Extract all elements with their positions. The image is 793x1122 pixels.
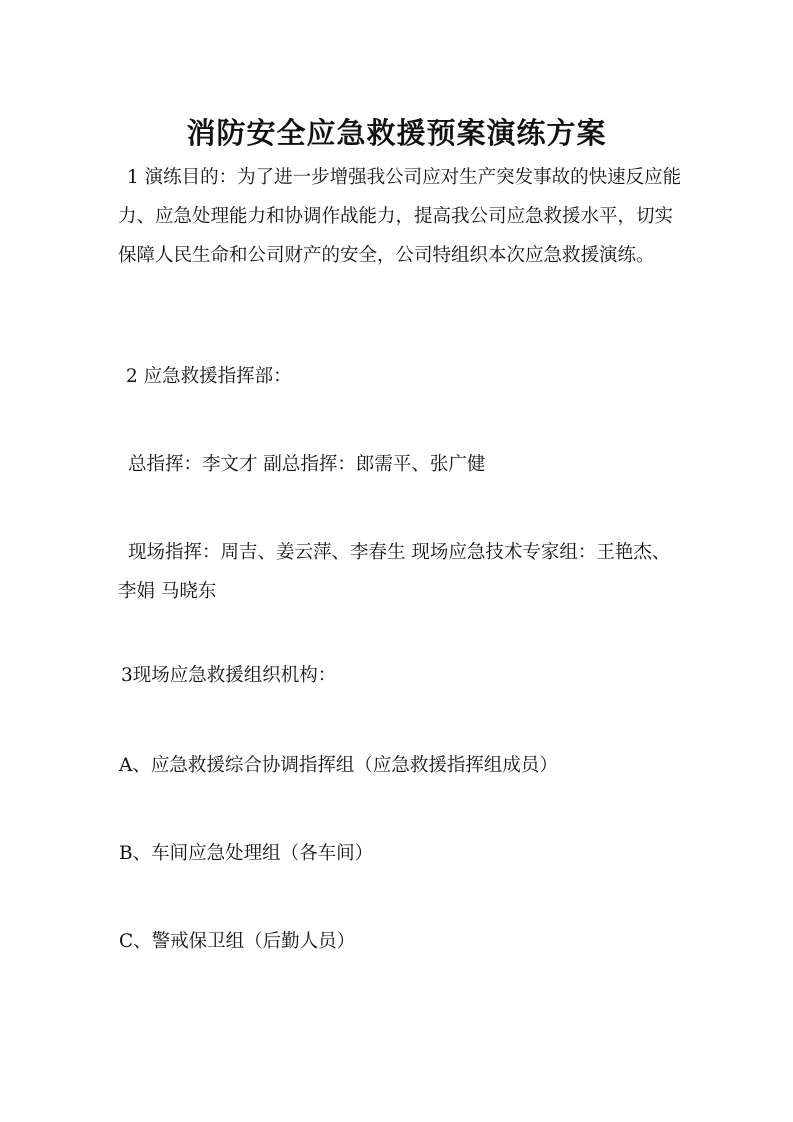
- purpose-paragraph: 1 演练目的：为了进一步增强我公司应对生产突发事故的快速反应能力、应急处理能力和协调作战能力，提高我公司应急救援水平，切实保障人民生命和公司财产的安全，公司特组织本次应急救援演练。: [118, 167, 682, 266]
- chief-commander-line: 总指挥：李文才 副总指挥：郎需平、张广健: [128, 454, 486, 475]
- site-commander-paragraph: 现场指挥：周吉、姜云萍、李春生 现场应急技术专家组：王艳杰、李娟 马晓东: [118, 542, 671, 602]
- document-title: 消防安全应急救援预案演练方案: [186, 116, 607, 151]
- command-hq-heading: 2 应急救援指挥部：: [126, 366, 292, 387]
- group-b-item: B、车间应急处理组（各车间）: [119, 843, 374, 864]
- group-c-item: C、警戒保卫组（后勤人员）: [119, 931, 356, 952]
- organization-heading: 3现场应急救援组织机构：: [121, 665, 337, 686]
- group-a-item: A、应急救援综合协调指挥组（应急救援指挥组成员）: [119, 755, 558, 776]
